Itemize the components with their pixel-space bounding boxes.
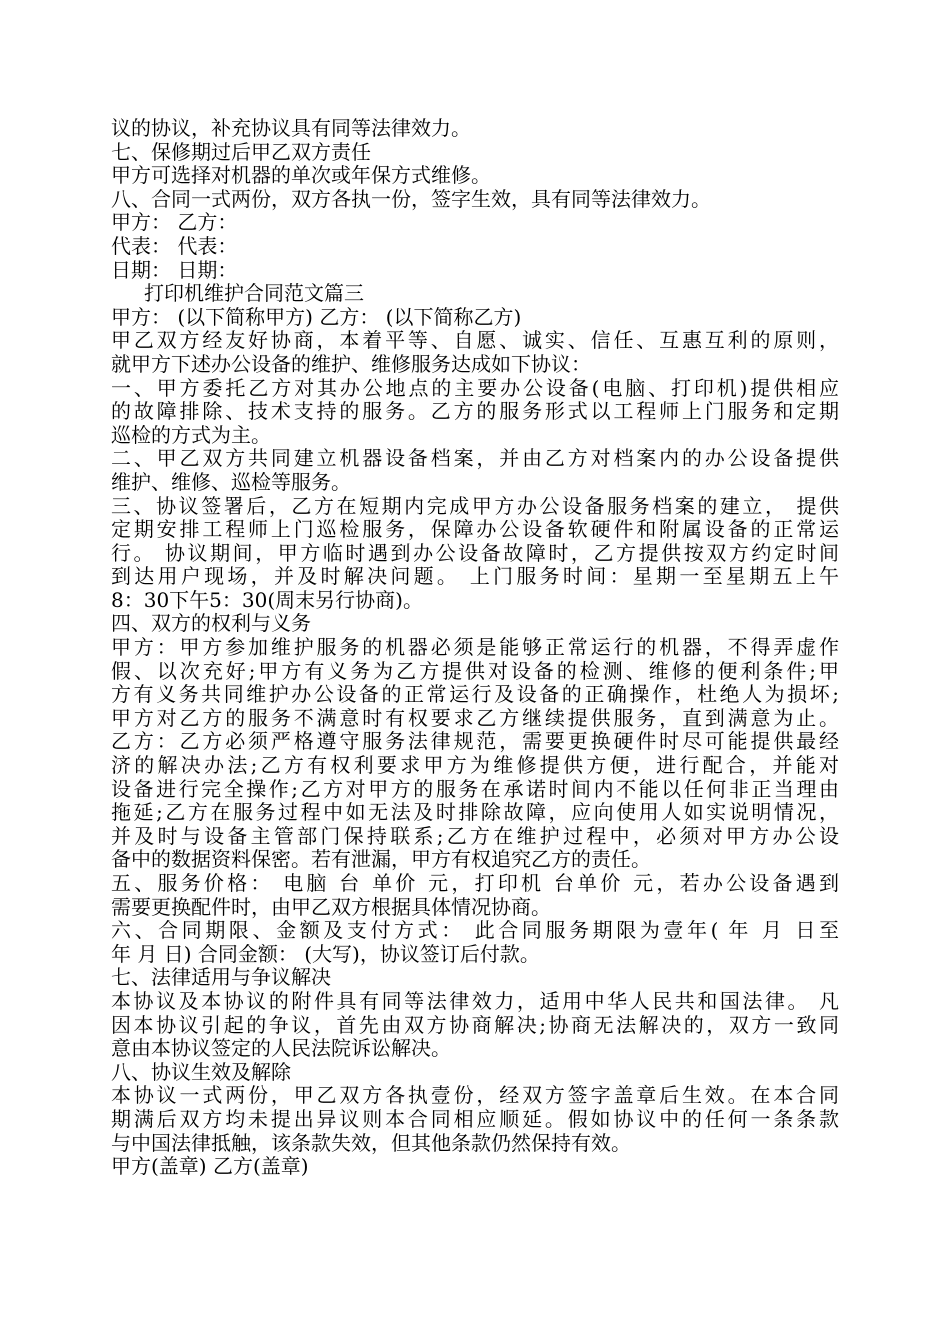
- text-line: 一、甲方委托乙方对其办公地点的主要办公设备(电脑、打印机)提供相应: [111, 375, 839, 400]
- section-heading: 四、双方的权利与义务: [111, 611, 311, 636]
- text-line: 拖延;乙方在服务过程中如无法及时排除故障，应向使用人如实说明情况，: [111, 800, 839, 825]
- section-heading: 七、法律适用与争议解决: [111, 965, 331, 990]
- text-line: 行。 协议期间，甲方临时遇到办公设备故障时，乙方提供按双方约定时间: [111, 540, 839, 565]
- text-line: 巡检的方式为主。: [111, 422, 271, 447]
- text-line: 三、协议签署后，乙方在短期内完成甲方办公设备服务档案的建立， 提供: [111, 493, 839, 518]
- text-line: 到达用户现场，并及时解决问题。 上门服务时间：星期一至星期五上午: [111, 564, 839, 589]
- signature-line-seal: 甲方(盖章) 乙方(盖章): [111, 1154, 309, 1179]
- text-line: 因本协议引起的争议，首先由双方协商解决;协商无法解决的，双方一致同: [111, 1012, 839, 1037]
- text-line: 甲方对乙方的服务不满意时有权要求乙方继续提供服务，直到满意为止。: [111, 705, 839, 730]
- text-line: 六、合同期限、金额及支付方式： 此合同服务期限为壹年( 年 月 日至: [111, 918, 839, 943]
- section-heading: 七、保修期过后甲乙双方责任: [111, 139, 371, 164]
- section-heading: 八、协议生效及解除: [111, 1059, 291, 1084]
- text-line: 二、甲乙双方共同建立机器设备档案，并由乙方对档案内的办公设备提供: [111, 446, 839, 471]
- text-line: 期满后双方均未提出异议则本合同相应顺延。假如协议中的任何一条条款: [111, 1106, 839, 1131]
- text-line: 维护、维修、巡检等服务。: [111, 469, 351, 494]
- text-line: 的故障排除、技术支持的服务。乙方的服务形式以工程师上门服务和定期: [111, 399, 839, 424]
- text-line: 备中的数据资料保密。若有泄漏，甲方有权追究乙方的责任。: [111, 847, 651, 872]
- signature-line-party: 甲方： 乙方：: [111, 210, 238, 235]
- signature-line-representative: 代表： 代表：: [111, 233, 238, 258]
- text-line: 乙方：乙方必须严格遵守服务法律规范，需要更换硬件时尽可能提供最经: [111, 729, 839, 754]
- text-line: 假、以次充好;甲方有义务为乙方提供对设备的检测、维修的便利条件;甲: [111, 658, 839, 683]
- text-line: 五、服务价格： 电脑 台 单价 元，打印机 台单价 元，若办公设备遇到: [111, 871, 839, 895]
- text-line: 8：30下午5：30(周末另行协商)。: [111, 587, 423, 612]
- text-line: 定期安排工程师上门巡检服务，保障办公设备软硬件和附属设备的正常运: [111, 517, 839, 542]
- text-line: 甲方可选择对机器的单次或年保方式维修。: [111, 163, 491, 188]
- text-line: 年 月 日) 合同金额： (大写)，协议签订后付款。: [111, 941, 540, 966]
- document-body: [111, 117, 839, 1179]
- text-line: 济的解决办法;乙方有权利要求甲方为维修提供方便，进行配合，并能对: [111, 753, 839, 778]
- text-line: 方有义务共同维护办公设备的正常运行及设备的正确操作，杜绝人为损坏;: [111, 682, 839, 707]
- text-line: 就甲方下述办公设备的维护、维修服务达成如下协议：: [111, 351, 591, 376]
- text-line: 本协议及本协议的附件具有同等法律效力，适用中华人民共和国法律。 凡: [111, 988, 839, 1013]
- text-line: 本协议一式两份，甲乙双方各执壹份，经双方签字盖章后生效。在本合同: [111, 1083, 839, 1108]
- text-line: 并及时与设备主管部门保持联系;乙方在维护过程中，必须对甲方办公设: [111, 823, 839, 848]
- text-line: 意由本协议签定的人民法院诉讼解决。: [111, 1036, 451, 1061]
- text-line: 甲乙双方经友好协商，本着平等、自愿、诚实、信任、互惠互利的原则，: [111, 328, 839, 353]
- text-line: 甲方： (以下简称甲方) 乙方： (以下简称乙方): [111, 304, 522, 329]
- text-line: 甲方：甲方参加维护服务的机器必须是能够正常运行的机器，不得弄虚作: [111, 635, 839, 660]
- text-line: 议的协议，补充协议具有同等法律效力。: [111, 116, 471, 140]
- text-line: 与中国法律抵触，该条款失效，但其他条款仍然保持有效。: [111, 1130, 631, 1155]
- document-title: 打印机维护合同范文篇三: [144, 281, 364, 306]
- text-line: 八、合同一式两份，双方各执一份，签字生效，具有同等法律效力。: [111, 186, 711, 211]
- text-line: 设备进行完全操作;乙方对甲方的服务在承诺时间内不能以任何非正当理由: [111, 776, 839, 801]
- signature-line-date: 日期： 日期：: [111, 257, 238, 282]
- text-line: 需要更换配件时，由甲乙双方根据具体情况协商。: [111, 894, 551, 919]
